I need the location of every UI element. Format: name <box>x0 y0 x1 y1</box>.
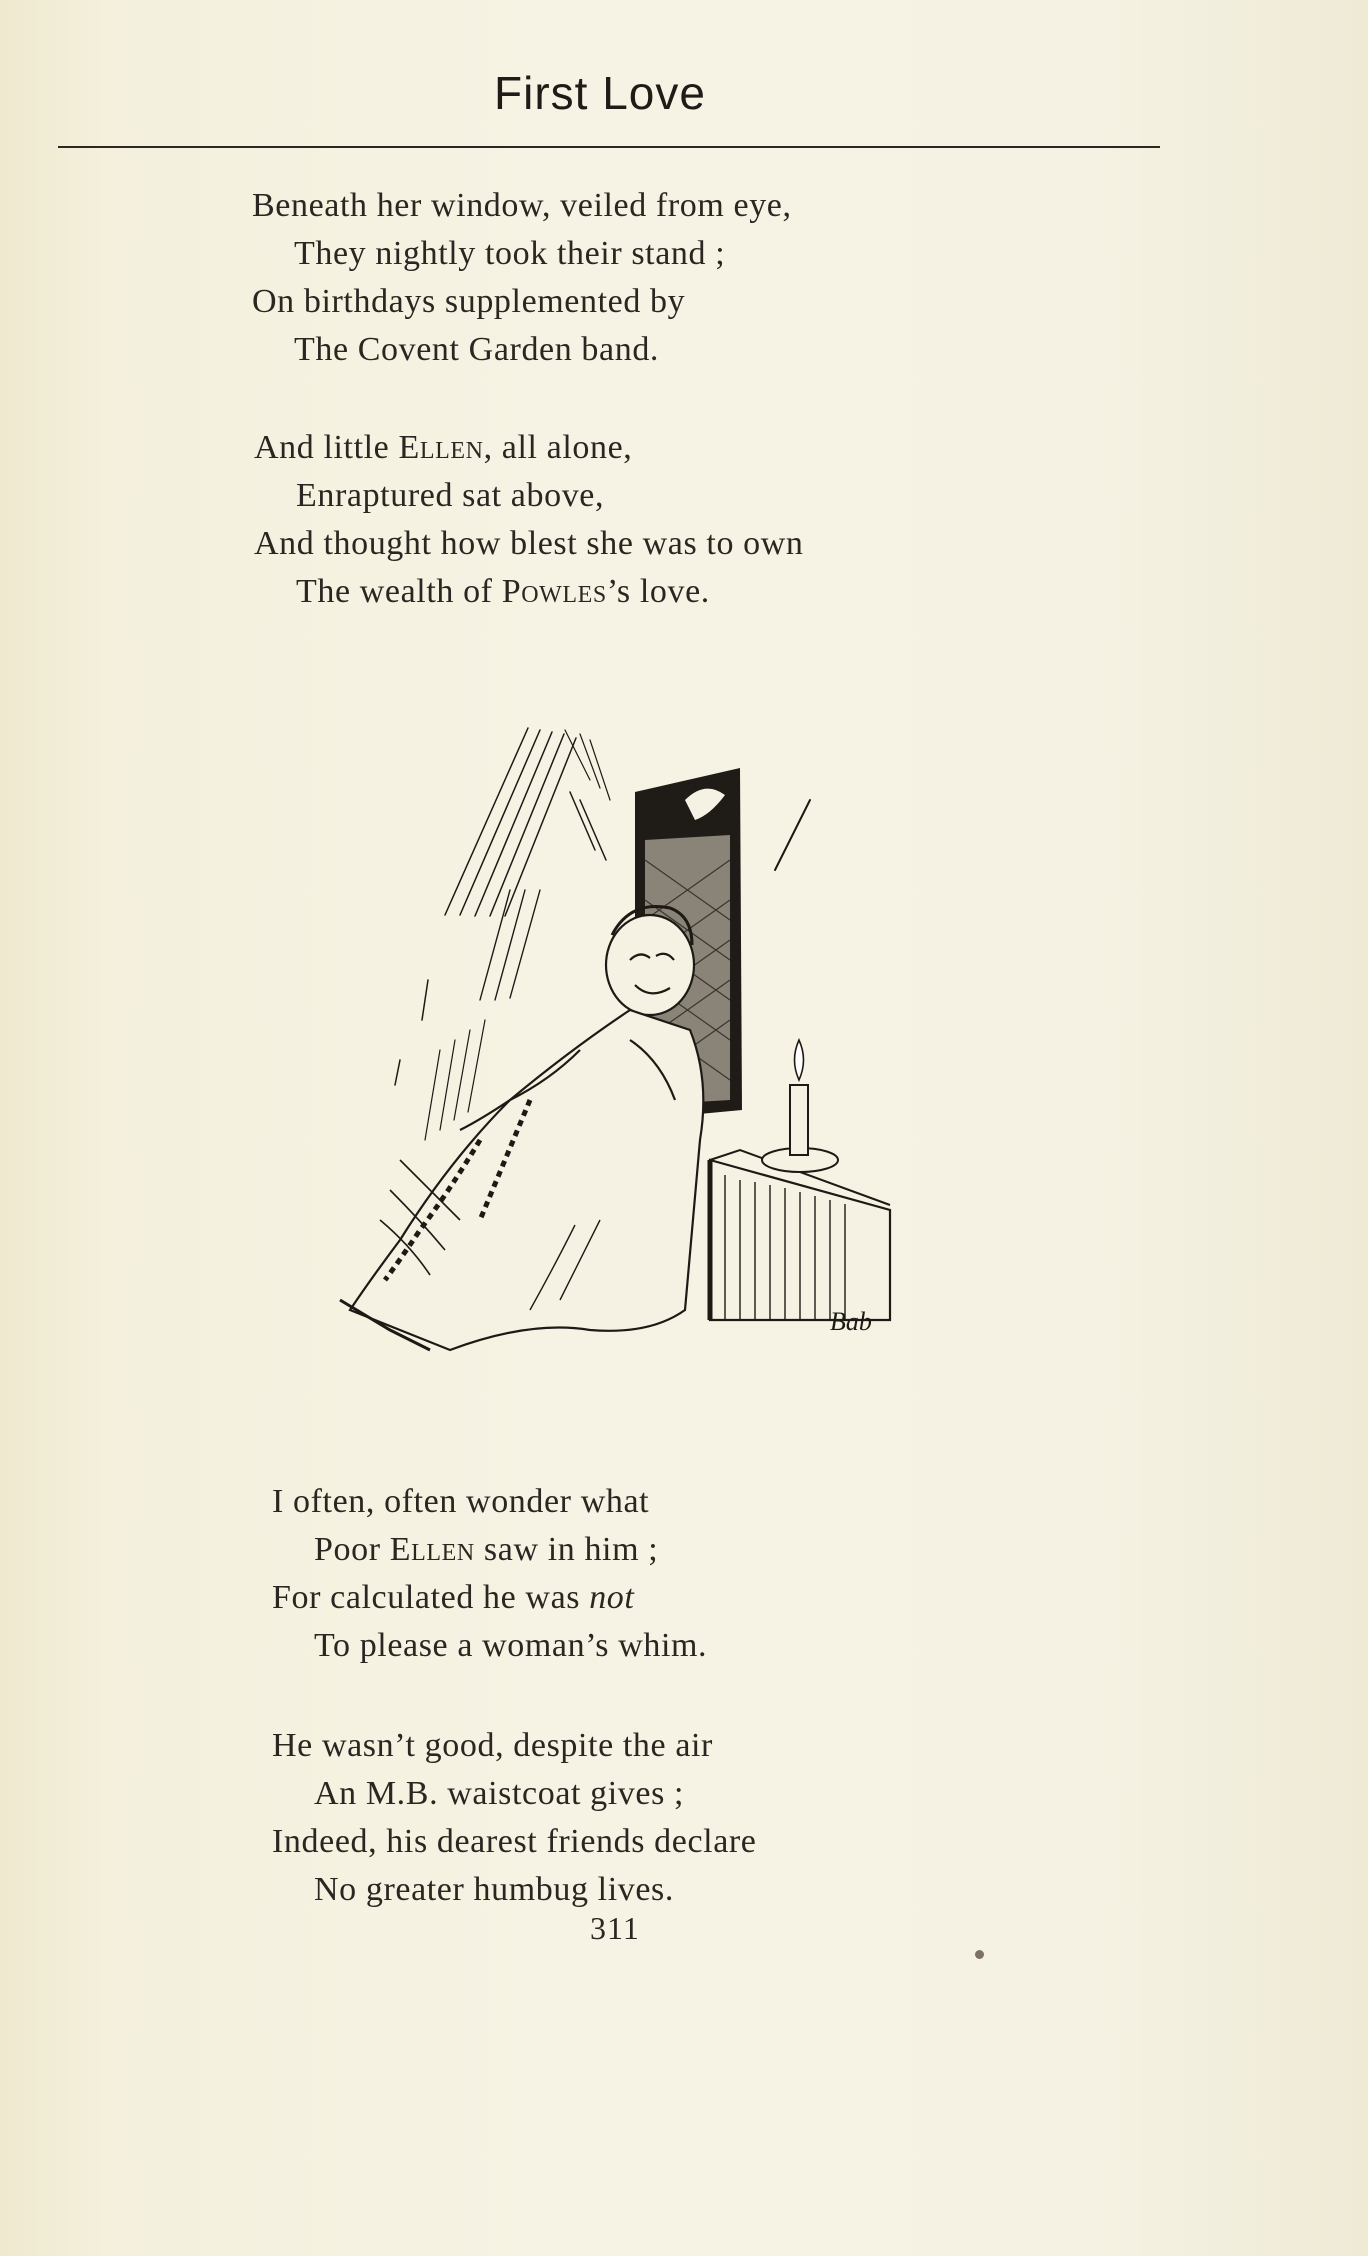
verse-line: And thought how blest she was to own <box>254 525 804 562</box>
verse-line: And little Ellen, all alone, <box>254 429 633 466</box>
verse-line: He wasn’t good, despite the air <box>272 1727 713 1764</box>
stanza-4 <box>272 1722 757 1914</box>
side-table <box>710 1150 890 1320</box>
paper-blemish <box>975 1950 984 1959</box>
page-title: First Love <box>494 67 706 119</box>
verse-line: The wealth of Powles’s love. <box>296 573 710 610</box>
page-number: 311 <box>590 1910 640 1946</box>
verse-line: Beneath her window, veiled from eye, <box>252 187 792 224</box>
verse-line: No greater humbug lives. <box>314 1871 674 1908</box>
illustration-woman-at-window <box>330 720 910 1360</box>
verse-line: They nightly took their stand ; <box>294 235 726 272</box>
verse-line: The Covent Garden band. <box>294 331 660 368</box>
verse-line: An M.B. waistcoat gives ; <box>314 1775 685 1812</box>
artist-signature: Bab <box>830 1307 872 1336</box>
verse-line: For calculated he was not <box>272 1579 635 1616</box>
verse-line: Poor Ellen saw in him ; <box>314 1531 659 1568</box>
verse-line: On birthdays supplemented by <box>252 283 686 320</box>
verse-line: I often, often wonder what <box>272 1483 650 1520</box>
name-powles: Powles <box>501 573 607 610</box>
verse-line: Enraptured sat above, <box>296 477 605 514</box>
header-rule <box>58 146 1160 148</box>
verse-line: To please a woman’s whim. <box>314 1627 708 1664</box>
emphasis-not: not <box>589 1579 635 1616</box>
stanza-2 <box>254 424 804 616</box>
name-ellen: Ellen <box>389 1531 475 1568</box>
woman-figure <box>340 907 703 1350</box>
candle-icon <box>762 1040 838 1172</box>
verse-line: Indeed, his dearest friends declare <box>272 1823 757 1860</box>
stanza-3 <box>272 1478 707 1670</box>
stanza-1 <box>252 182 792 374</box>
name-ellen: Ellen <box>398 429 484 466</box>
